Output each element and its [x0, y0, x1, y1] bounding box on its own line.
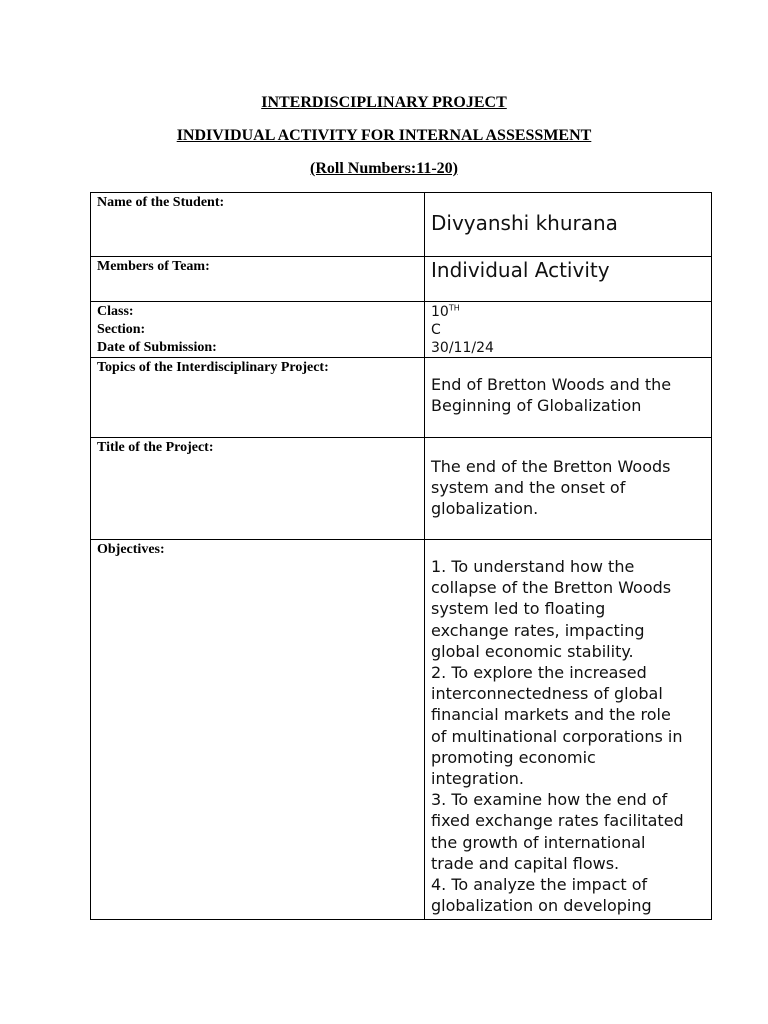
- objective-line: fixed exchange rates facilitated: [431, 811, 684, 831]
- roll-numbers-heading: (Roll Numbers:11-20): [310, 160, 458, 177]
- title-line: system and the onset of: [431, 478, 626, 497]
- team-label: [91, 257, 425, 302]
- objective-line: interconnectedness of global: [431, 684, 663, 704]
- objective-line: globalization on developing: [431, 896, 652, 916]
- objective-line: global economic stability.: [431, 641, 634, 661]
- class-label: Class:: [97, 304, 134, 319]
- team-label-text: Members of Team:: [97, 259, 210, 274]
- objective-line: 1. To understand how the: [431, 557, 635, 576]
- objective-line: system led to floating: [431, 599, 606, 619]
- title-line: globalization.: [431, 499, 539, 518]
- project-details-table: [90, 192, 712, 920]
- topics-line: Beginning of Globalization: [431, 396, 642, 415]
- student-row: [91, 193, 712, 257]
- title-cell: [425, 438, 712, 540]
- document-heading: INTERDISCIPLINARY PROJECT: [261, 94, 507, 111]
- objectives-row: [91, 540, 712, 920]
- student-name-cell: [425, 193, 712, 257]
- objective-line: 2. To explore the increased: [431, 663, 647, 683]
- section-label: Section:: [97, 322, 146, 337]
- title-label: [91, 438, 425, 540]
- date-label: Date of Submission:: [97, 340, 217, 355]
- student-name-label: [91, 193, 425, 257]
- objective-line: of multinational corporations in: [431, 726, 683, 746]
- objectives-cell: [425, 540, 712, 920]
- objectives-label-text: Objectives:: [97, 542, 165, 557]
- objective-line: exchange rates, impacting: [431, 620, 645, 640]
- objective-line: collapse of the Bretton Woods: [431, 578, 672, 598]
- date-value: 30/11/24: [431, 340, 494, 356]
- topics-cell: [425, 358, 712, 438]
- objectives-label: [91, 540, 425, 920]
- objective-line: the growth of international: [431, 832, 646, 852]
- objective-line: 3. To examine how the end of: [431, 790, 668, 810]
- title-line: The end of the Bretton Woods: [431, 457, 671, 476]
- team-cell: [425, 257, 712, 302]
- objective-line: financial markets and the role: [431, 705, 671, 725]
- title-row: [91, 438, 712, 540]
- objective-line: promoting economic: [431, 747, 596, 767]
- objective-line: trade and capital flows.: [431, 853, 620, 873]
- title-label-text: Title of the Project:: [97, 440, 214, 455]
- section-value: C: [431, 322, 441, 338]
- objectives-list: [431, 540, 711, 916]
- class-labels: [91, 302, 425, 358]
- class-suffix: TH: [448, 303, 460, 313]
- document-subheading: INDIVIDUAL ACTIVITY FOR INTERNAL ASSESSMENT: [176, 127, 592, 144]
- student-name-value: Divyanshi khurana: [431, 211, 618, 235]
- class-value: [431, 302, 711, 321]
- class-row: [91, 302, 712, 358]
- topics-label-text: Topics of the Interdisciplinary Project:: [97, 360, 329, 375]
- title-value: [431, 438, 711, 519]
- topics-value: [431, 358, 711, 416]
- topics-line: End of Bretton Woods and the: [431, 375, 672, 394]
- topics-row: [91, 358, 712, 438]
- objective-line: 4. To analyze the impact of: [431, 875, 648, 895]
- class-values: [425, 302, 712, 358]
- student-name-label-text: Name of the Student:: [97, 195, 225, 210]
- objective-line: integration.: [431, 769, 524, 789]
- team-row: [91, 257, 712, 302]
- team-value: Individual Activity: [431, 258, 610, 282]
- class-number: 10: [431, 304, 449, 320]
- topics-label: [91, 358, 425, 438]
